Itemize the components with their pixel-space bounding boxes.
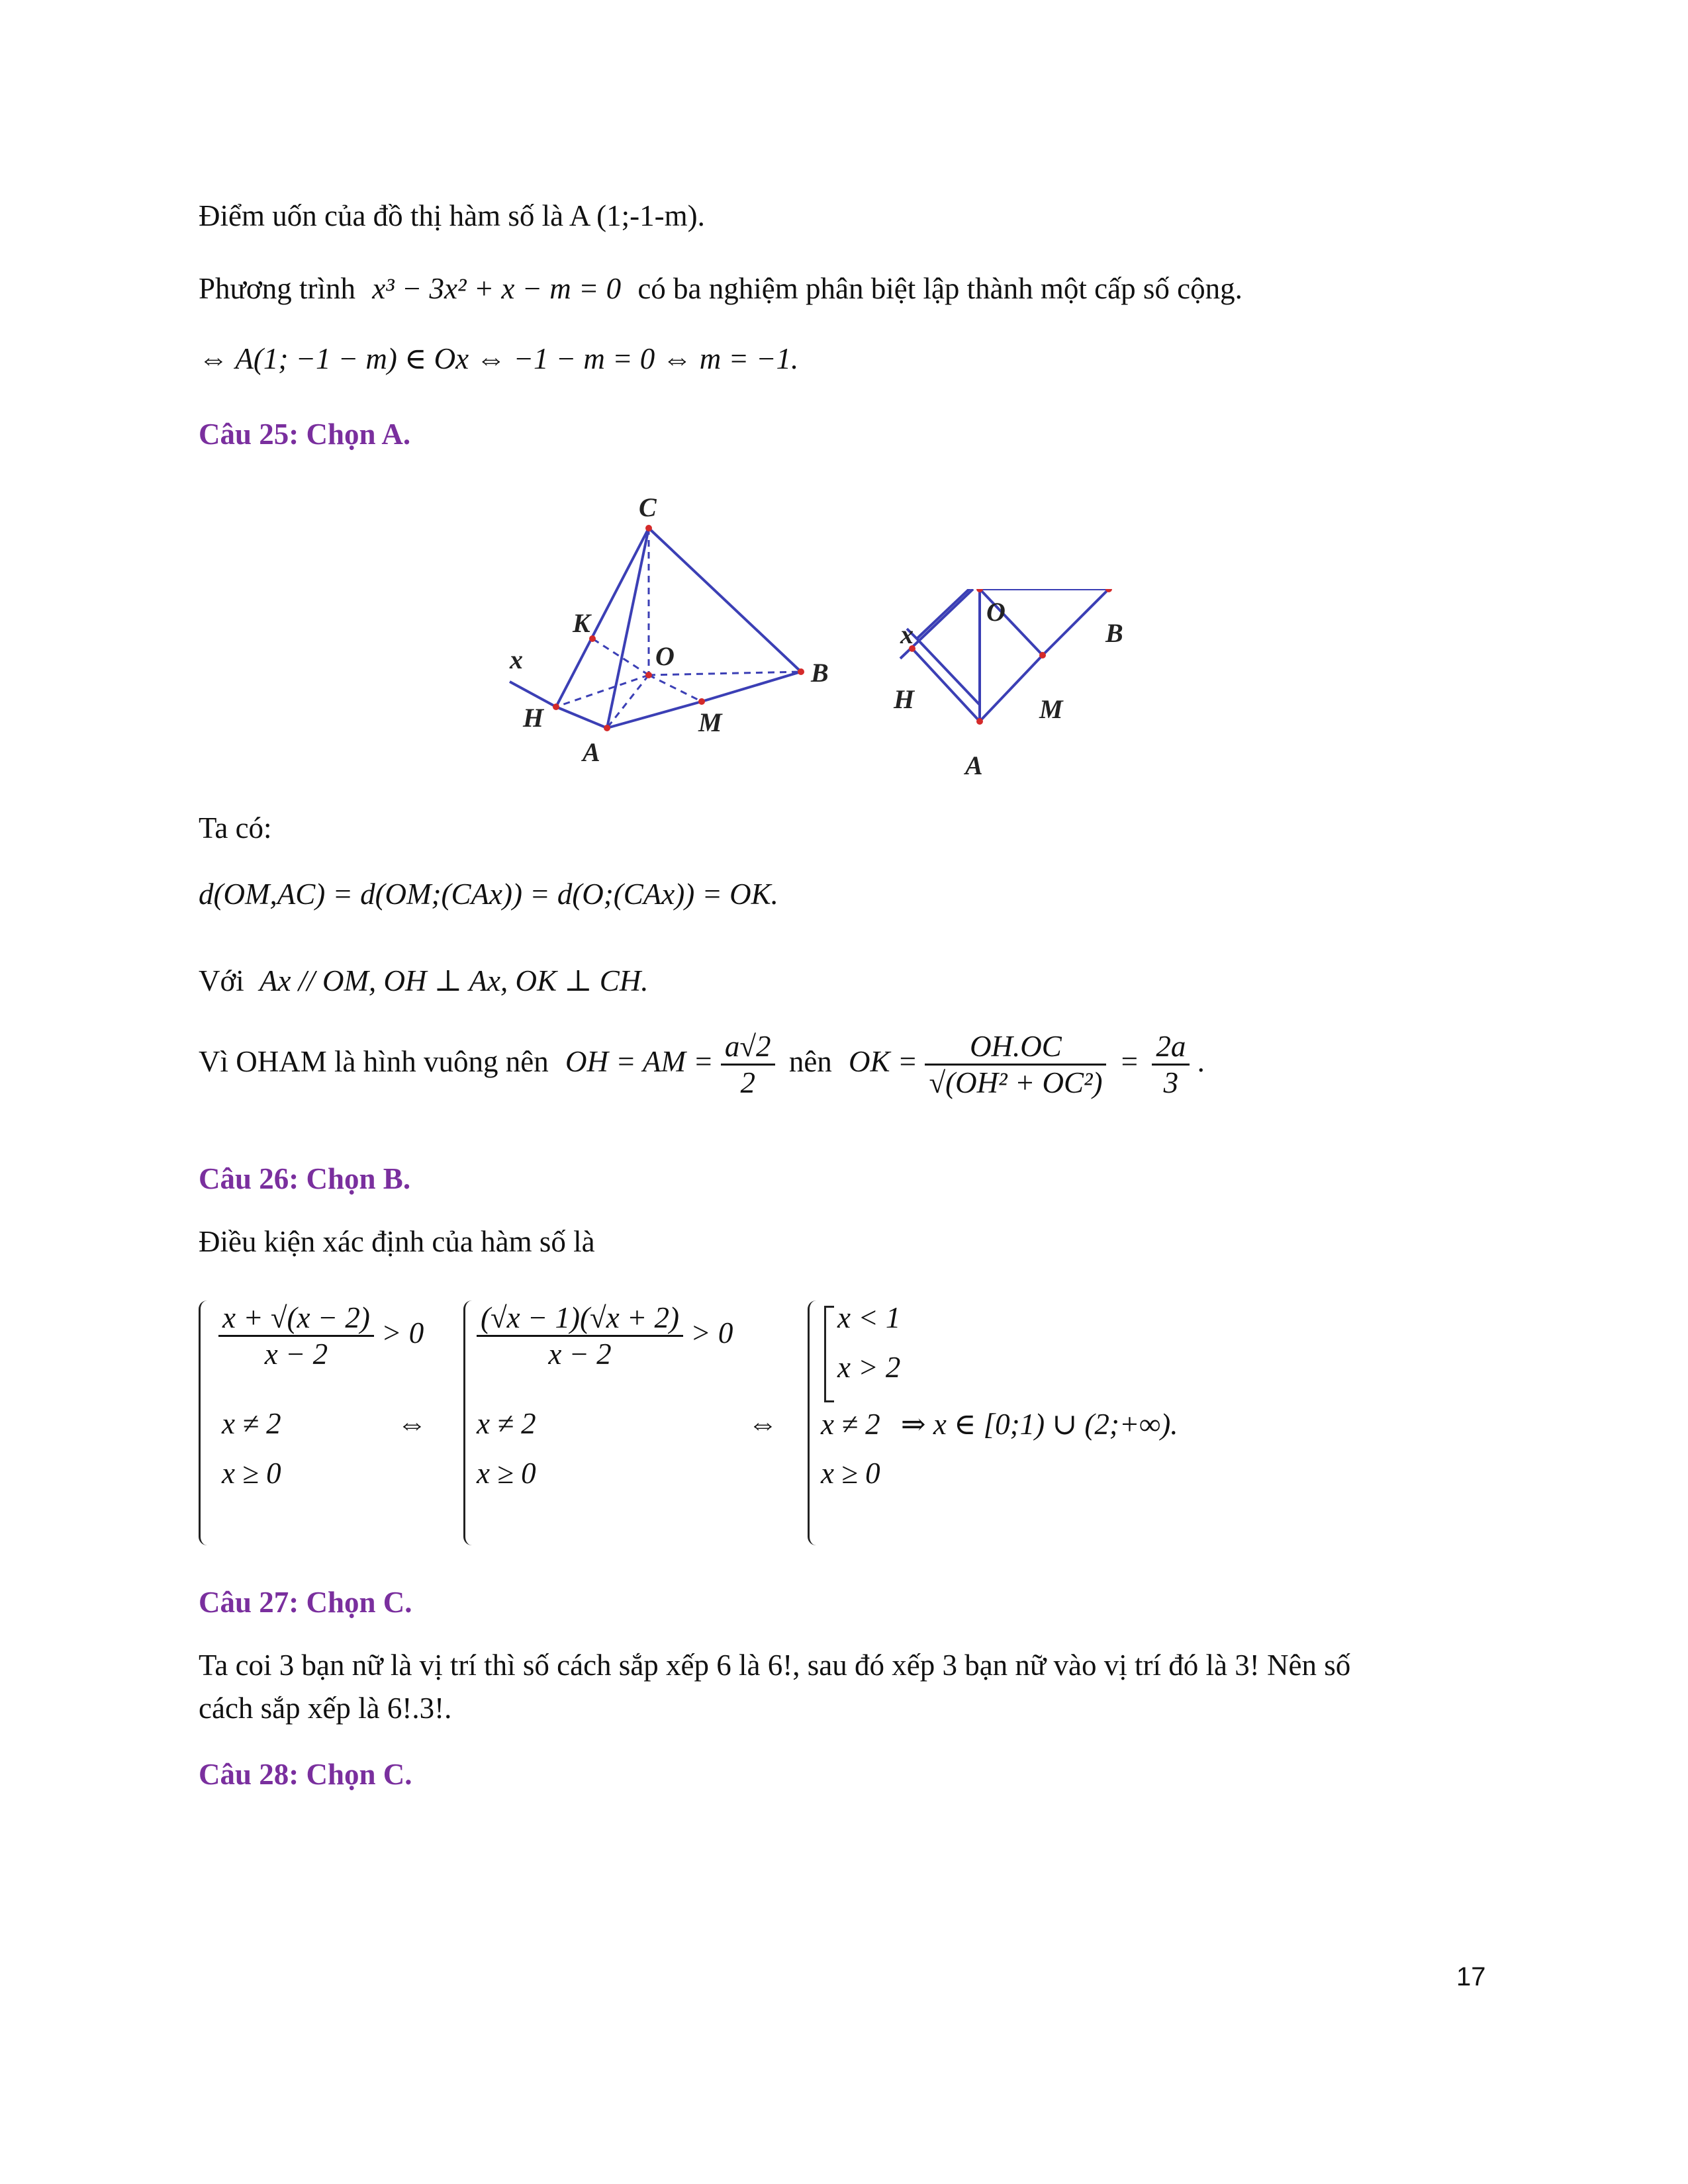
system-2-row-1 xyxy=(477,1300,733,1371)
greater-than-zero: > 0 xyxy=(381,1316,424,1349)
fraction-numerator: a√2 xyxy=(724,1030,771,1063)
label-B: B xyxy=(811,658,829,688)
not-equal-2: x ≠ 2 xyxy=(821,1408,880,1441)
fraction-2a-over-3 xyxy=(1152,1029,1190,1100)
system-3-case-b: x > 2 xyxy=(837,1351,901,1384)
fraction-denominator: x − 2 xyxy=(477,1335,683,1371)
question-25-header: Câu 25: Chọn A. xyxy=(199,418,411,451)
system-3-case-a: x < 1 xyxy=(837,1301,901,1334)
with-label: Với xyxy=(199,964,244,997)
ok-eq: OK = xyxy=(849,1044,918,1078)
with-line xyxy=(199,963,649,998)
label-H: H xyxy=(523,703,544,733)
fraction-numerator: 2a xyxy=(1156,1030,1186,1063)
square-line xyxy=(199,1029,1205,1100)
brace-2 xyxy=(463,1300,472,1545)
system-1-row-3: x ≥ 0 xyxy=(222,1457,281,1490)
label-H-2: H xyxy=(894,684,915,714)
question-26-header: Câu 26: Chọn B. xyxy=(199,1162,411,1195)
equation-line-prefix: Phương trình xyxy=(199,272,355,305)
question-27-header: Câu 27: Chọn C. xyxy=(199,1586,412,1619)
label-C: C xyxy=(639,492,657,522)
label-K: K xyxy=(573,608,590,638)
label-B-2: B xyxy=(1105,618,1123,648)
q27-paragraph-line-2: cách sắp xếp là 6!.3!. xyxy=(199,1692,452,1725)
system-1-row-1 xyxy=(218,1300,424,1371)
bracket-or xyxy=(824,1306,834,1402)
label-O-2: O xyxy=(986,597,1006,627)
fraction xyxy=(218,1300,374,1371)
fraction-ok xyxy=(925,1029,1106,1100)
greater-than-zero: > 0 xyxy=(690,1316,733,1349)
system-3 xyxy=(808,1300,1271,1552)
system-3-row-2 xyxy=(821,1406,1178,1441)
fraction-numerator: (√x − 1)(√x + 2) xyxy=(481,1301,680,1334)
inflection-point-line: Điểm uốn của đồ thị hàm số là A (1;-1-m). xyxy=(199,199,705,232)
equivalence-line: ⇔ A(1; −1 − m) ∈ Ox ⇔ −1 − m = 0 ⇔ m = −1. xyxy=(199,342,799,375)
system-2-row-2: x ≠ 2 xyxy=(477,1407,536,1440)
equation-line-suffix: có ba nghiệm phân biệt lập thành một cấp số cộng. xyxy=(637,272,1243,305)
final-domain: ⇒ x ∈ [0;1) ∪ (2;+∞). xyxy=(900,1408,1178,1441)
iff-2: ⇔ xyxy=(748,1407,778,1440)
fraction-denominator: x − 2 xyxy=(218,1335,374,1371)
q27-paragraph-line-1: Ta coi 3 bạn nữ là vị trí thì số cách sắp xếp 6 là 6!, sau đó xếp 3 bạn nữ vào vị trí đó là 3! Nên số xyxy=(199,1649,1351,1682)
label-x: x xyxy=(510,645,523,674)
domain-condition-intro: Điều kiện xác định của hàm số là xyxy=(199,1225,595,1258)
ta-co-label: Ta có: xyxy=(199,811,272,844)
fraction-denominator: 2 xyxy=(721,1064,775,1100)
distance-equation: d(OM,AC) = d(OM;(CAx)) = d(O;(CAx)) = OK. xyxy=(199,878,778,911)
label-O: O xyxy=(655,641,675,671)
equals-sign: = xyxy=(1119,1044,1140,1078)
label-x-2: x xyxy=(900,619,914,649)
question-28-header: Câu 28: Chọn C. xyxy=(199,1758,412,1791)
fraction-numerator: x + √(x − 2) xyxy=(222,1301,370,1334)
system-2 xyxy=(463,1300,781,1552)
pyramid-figure xyxy=(490,483,861,774)
cubic-equation: x³ − 3x² + x − m = 0 xyxy=(372,272,622,305)
square-figure-labels xyxy=(887,582,1139,794)
page-number: 17 xyxy=(1456,1962,1486,1991)
fraction-denominator: 3 xyxy=(1152,1064,1190,1100)
fraction xyxy=(477,1300,683,1371)
nen-text: nên xyxy=(788,1044,832,1078)
label-M-2: M xyxy=(1039,694,1063,724)
fraction-numerator: OH.OC xyxy=(970,1030,1062,1063)
oh-am-eq: OH = AM = xyxy=(565,1044,714,1078)
label-A-2: A xyxy=(965,751,983,780)
square-text: Vì OHAM là hình vuông nên xyxy=(199,1044,549,1078)
fraction-denominator: √(OH² + OC²) xyxy=(925,1064,1106,1100)
brace-1 xyxy=(199,1300,207,1545)
system-3-row-3: x ≥ 0 xyxy=(821,1457,880,1490)
iff-1: ⇔ xyxy=(397,1407,427,1440)
period: . xyxy=(1197,1044,1205,1078)
brace-3 xyxy=(808,1300,816,1545)
label-M: M xyxy=(698,707,722,737)
system-1-row-2: x ≠ 2 xyxy=(222,1407,281,1440)
label-A: A xyxy=(583,737,600,767)
system-2-row-3: x ≥ 0 xyxy=(477,1457,536,1490)
fraction-a-sqrt2-over-2 xyxy=(721,1029,775,1100)
equation-line xyxy=(199,271,1243,306)
parallel-perpendicular: Ax // OM, OH ⊥ Ax, OK ⊥ CH. xyxy=(259,964,649,997)
